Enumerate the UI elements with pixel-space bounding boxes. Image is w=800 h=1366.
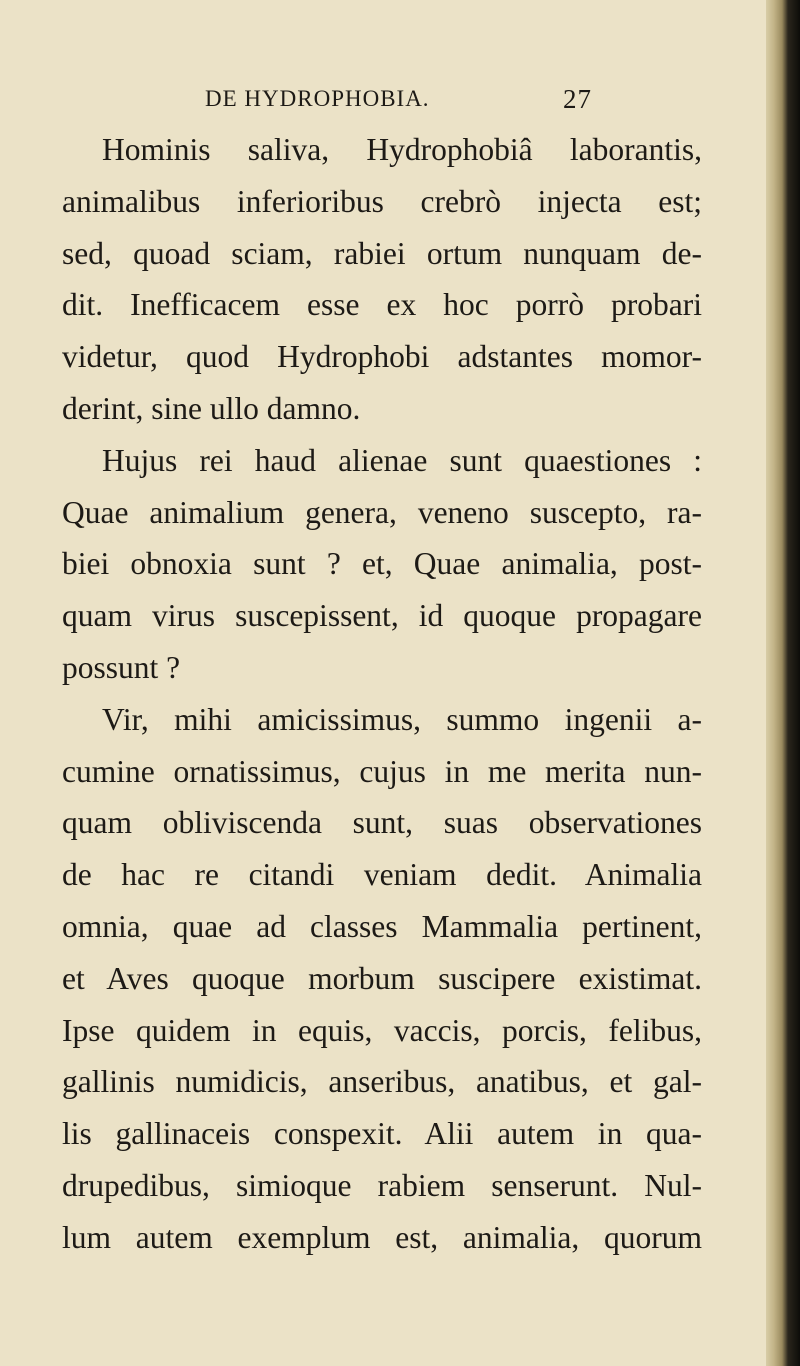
text-line: Vir, mihi amicissimus, summo ingenii a- [102, 701, 702, 737]
text-line: lum autem exemplum est, animalia, quorum [62, 1219, 702, 1255]
text-line: sed, quoad sciam, rabiei ortum nunquam de- [62, 235, 702, 271]
page-number: 27 [563, 84, 592, 114]
text-line: cumine ornatissimus, cujus in me merita nun- [62, 753, 702, 789]
text-line: de hac re citandi veniam dedit. Animalia [62, 857, 702, 893]
text-line: dit. Inefficacem esse ex hoc porrò probari [62, 287, 702, 323]
text-line: lis gallinaceis conspexit. Alii autem in qua- [62, 1116, 702, 1152]
text-line: Hujus rei haud alienae sunt quaestiones : [102, 442, 702, 478]
page-edge-shadow [766, 0, 800, 1366]
text-line: animalibus inferioribus crebrò injecta est; [62, 183, 702, 219]
body-text [62, 124, 702, 1264]
text-line: possunt ? [62, 649, 181, 685]
text-line: Hominis saliva, Hydrophobiâ laborantis, [102, 132, 702, 167]
text-line: Ipse quidem in equis, vaccis, porcis, felibus, [62, 1012, 702, 1048]
text-line: biei obnoxia sunt ? et, Quae animalia, post- [62, 546, 702, 582]
text-line: omnia, quae ad classes Mammalia pertinent, [62, 908, 702, 944]
text-line: quam obliviscenda sunt, suas observationes [62, 805, 702, 841]
text-line: Quae animalium genera, veneno suscepto, ra- [62, 494, 702, 530]
running-title: DE HYDROPHOBIA. [205, 86, 430, 111]
text-line: drupedibus, simioque rabiem senserunt. Nul- [62, 1167, 702, 1203]
text-line: quam virus suscepissent, id quoque propagare [62, 598, 702, 634]
text-line: gallinis numidicis, anseribus, anatibus, et gal- [62, 1064, 702, 1100]
text-line: et Aves quoque morbum suscipere existimat. [62, 960, 702, 996]
running-header [205, 86, 625, 122]
text-line: videtur, quod Hydrophobi adstantes momor- [62, 339, 702, 375]
text-line: derint, sine ullo damno. [62, 390, 361, 426]
